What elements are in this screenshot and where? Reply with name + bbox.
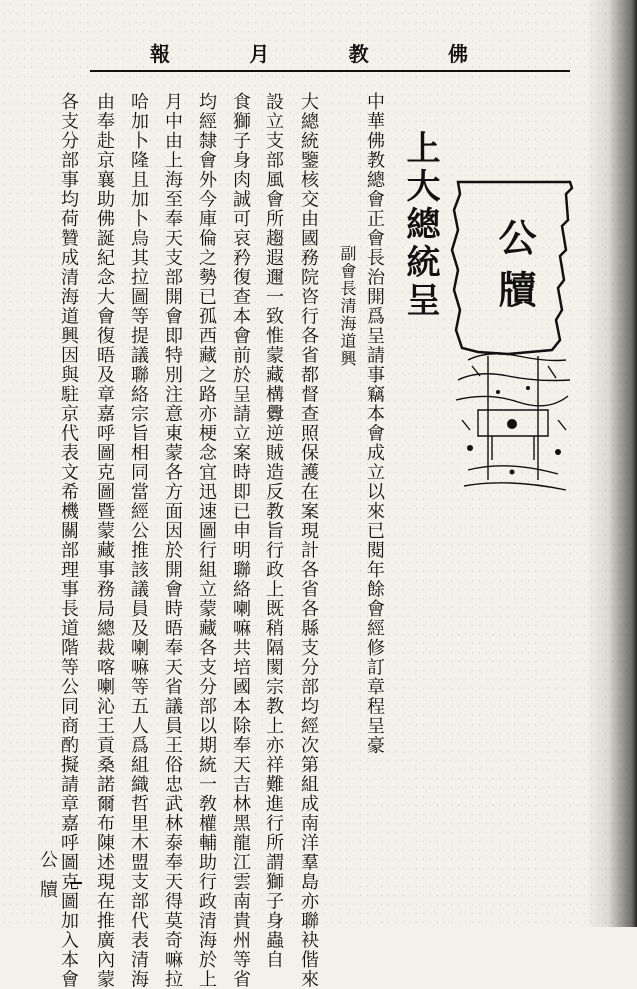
header-char: 佛 <box>447 42 470 66</box>
running-header <box>150 38 470 67</box>
body-column: 設立支部風會所趨遐邇一致惟蒙藏構釁逆賊造反教旨行政上既稍隔閡宗教上亦祥難進行所謂獅子身蟲自 <box>263 92 284 970</box>
body-column: 哈加卜隆且加卜烏其拉圖等提議聯絡宗旨相同當經公推該議員及喇嘛等五人爲組織哲里木盟支部代表清海 <box>128 92 149 989</box>
body-column: 大總統鑒核交由國務院咨行各省都督查照保護在案現計各省各縣支分部均經次第組成南洋羣島亦聯袂偕來 <box>298 92 319 989</box>
body-column: 月中由上海至奉天支部開會即特別注意東蒙各方面因於開會時晤奉天省議員王俗忠武林泰奉天得莫奇嘛拉 <box>162 92 183 989</box>
header-char: 報 <box>150 42 172 66</box>
header-char: 月 <box>249 42 272 66</box>
section-emblem-text: 公牘 <box>492 218 537 322</box>
body-column: 均經隸會外今庫倫之勢已孤西藏之路亦梗念宜迅速圖行組立蒙藏各支分部以期統一敎權輔助行政清海於上 <box>196 92 217 989</box>
binding-shadow <box>585 0 637 927</box>
body-column: 中華佛教總會正會長治開爲呈請事竊本會成立以來已閱年餘會經修訂章程呈豪 <box>364 92 385 755</box>
page-number-mark <box>70 882 82 884</box>
body-column: 各支分部事均荷贊成清海道興因與駐京代表文希機關部理事長道階等公同商酌擬請章嘉呼圖克圖加入本會 <box>58 92 79 989</box>
header-char: 教 <box>348 42 371 66</box>
body-column: 食獅子身肉誠可哀矜復查本會前於呈請立案時即已申明聯絡喇嘛共培國本除奉天吉林黑龍江雲南貴州等省 <box>230 92 251 989</box>
vice-president-line: 副會長清海道興 <box>338 245 357 368</box>
header-rule <box>90 70 570 72</box>
document-title: 上大總統呈 <box>400 130 440 320</box>
footer-section-label: 公牘 <box>37 850 58 910</box>
body-column: 由奉赴京襄助佛誕紀念大會復晤及章嘉呼圖克圖暨蒙藏事務局總裁喀喇沁王貢桑諾爾布陳述現在推廣內蒙 <box>94 92 115 989</box>
